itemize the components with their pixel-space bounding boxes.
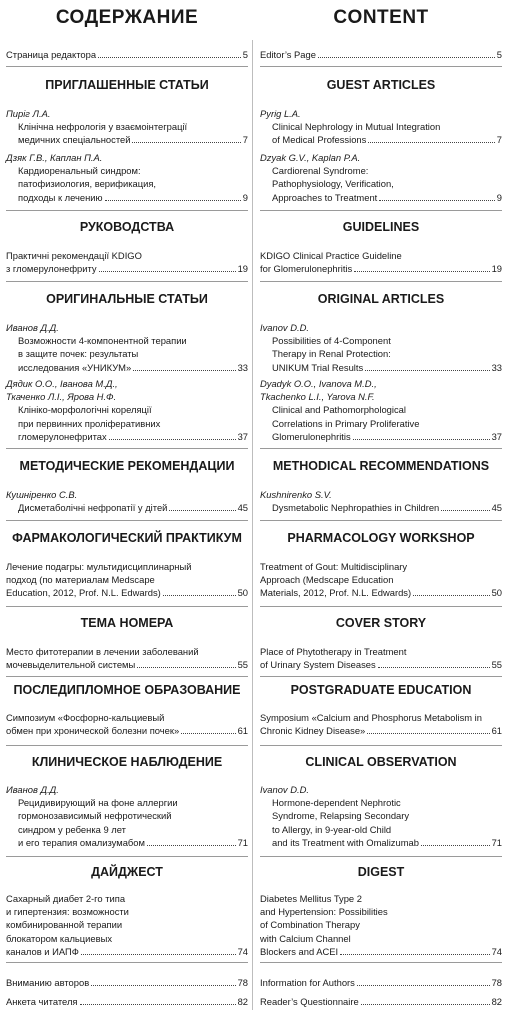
entry-title-line: Possibilities of 4-Component <box>272 335 391 347</box>
entry-title-line: и его терапия омализумабом <box>18 836 145 848</box>
section-heading-guest: GUEST ARTICLES <box>326 78 436 92</box>
entry-title-line: Approaches to Treatment <box>272 191 378 203</box>
section-heading-original: ORIGINAL ARTICLES <box>317 292 445 306</box>
entry-title-line: Дисметаболічні нефропатії у дітей <box>18 502 168 514</box>
entry-title-line: Практичні рекомендації KDIGO <box>6 250 142 261</box>
separator <box>6 962 248 963</box>
separator <box>260 606 502 607</box>
entry-title-line: при первинних проліферативних <box>18 417 161 429</box>
separator <box>260 856 502 857</box>
page-number: 33 <box>237 361 248 373</box>
entry-title-line: исследования «УНИКУМ» <box>18 361 132 373</box>
entry-title-line: мочевыделительной системы <box>6 659 136 671</box>
section-heading-postgrad: POSTGRADUATE EDUCATION <box>290 683 472 697</box>
entry-title-line: to Allergy, in 9-year-old Child <box>272 823 392 835</box>
toc-entry-digest-1[interactable] <box>6 892 248 958</box>
entry-title-line: UNIKUM Trial Results <box>272 361 364 373</box>
toc-entry-guidelines-1[interactable] <box>260 249 502 275</box>
entry-title-line: of Medical Professions <box>272 134 367 146</box>
column-divider <box>252 40 253 1010</box>
page-number: 61 <box>237 725 248 737</box>
entry-title-line: Dysmetabolic Nephropathies in Children <box>272 502 440 514</box>
entry-title-line: Clinical Nephrology in Mutual Integration <box>272 121 441 133</box>
page-number: 9 <box>242 191 248 203</box>
page-number: 61 <box>491 725 502 737</box>
page-number: 45 <box>237 502 248 514</box>
entry-title-line: Hormone-dependent Nephrotic <box>272 797 401 809</box>
section-heading-digest: ДАЙДЖЕСТ <box>91 865 163 879</box>
toc-entry-method-1[interactable] <box>260 488 502 514</box>
entry-author: Dyadyk O.O., Ivanova M.D., <box>260 378 377 389</box>
entry-title-line: Симпозиум «Фосфорно-кальциевый <box>6 712 165 723</box>
entry-title-line: Place of Phytotherapy in Treatment <box>260 646 407 657</box>
toc-entry-original-2[interactable] <box>6 377 248 443</box>
entry-author: Ткаченко Л.І., Ярова Н.Ф. <box>6 391 117 403</box>
toc-entry-questionnaire[interactable] <box>260 995 502 1008</box>
toc-entry-postgrad-1[interactable] <box>6 711 248 737</box>
page-number: 71 <box>237 836 248 848</box>
entry-title-line: Рецидивирующий на фоне аллергии <box>18 797 178 809</box>
entry-title-line: Symposium «Calcium and Phosphorus Metabolism in <box>260 712 482 723</box>
toc-entry-digest-1[interactable] <box>260 892 502 958</box>
entry-title-line: and its Treatment with Omalizumab <box>272 836 419 848</box>
entry-title-line: медичних спеціальностей <box>18 134 131 146</box>
entry-title-line: Место фитотерапии в лечении заболеваний <box>6 646 199 657</box>
entry-title-line: Pathophysiology, Verification, <box>272 178 394 190</box>
toc-entry-pharm-1[interactable] <box>260 560 502 600</box>
entry-author: Дзяк Г.В., Каплан П.А. <box>6 152 103 163</box>
separator <box>260 448 502 449</box>
entry-title-line: з гломерулонефриту <box>6 263 97 275</box>
toc-entry-original-1[interactable] <box>6 321 248 374</box>
entry-title-line: и гипертензия: возможности <box>6 906 129 918</box>
page-number: 71 <box>491 836 502 848</box>
entry-title-line: блокатором кальциевых <box>6 932 113 944</box>
entry-title-line: патофизиология, верификация, <box>18 178 157 190</box>
page-number: 78 <box>491 977 502 988</box>
section-heading-method: METHODICAL RECOMMENDATIONS <box>272 459 490 473</box>
toc-column-russian <box>6 0 248 1015</box>
entry-title-line: Clinical and Pathomorphological <box>272 404 406 416</box>
page-number: 45 <box>491 502 502 514</box>
entry-title-line: Клінічна нефрологія у взаємоінтеграції <box>18 121 188 133</box>
page-number: 37 <box>491 430 502 442</box>
entry-title-line: Кардиоренальный синдром: <box>18 165 141 177</box>
page-number: 82 <box>491 996 502 1007</box>
entry-title-line: каналов и ИАПФ <box>6 945 79 957</box>
entry-title-line: Cardiorenal Syndrome: <box>272 165 369 177</box>
section-heading-cover: COVER STORY <box>335 616 427 630</box>
toc-entry-guest-2[interactable] <box>6 151 248 204</box>
section-heading-postgrad: ПОСЛЕДИПЛОМНОЕ ОБРАЗОВАНИЕ <box>13 683 241 697</box>
toc-entry-cover-1[interactable] <box>6 645 248 671</box>
entry-title-line: гломерулонефритах <box>18 430 107 442</box>
separator <box>260 66 502 67</box>
separator <box>6 856 248 857</box>
entry-title-line: Materials, 2012, Prof. N.L. Edwards) <box>260 587 412 599</box>
entry-title-line: Возможности 4-компонентной терапии <box>18 335 187 347</box>
section-heading-method: МЕТОДИЧЕСКИЕ РЕКОМЕНДАЦИИ <box>19 459 235 473</box>
entry-author: Kushnirenko S.V. <box>260 489 332 500</box>
toc-entry-cover-1[interactable] <box>260 645 502 671</box>
entry-title-line: Diabetes Mellitus Type 2 <box>260 893 362 904</box>
toc-entry-guest-1[interactable] <box>260 107 502 147</box>
entry-author: Dzyak G.V., Kaplan P.A. <box>260 152 361 163</box>
page-number: 19 <box>491 263 502 275</box>
entry-title: Editor’s Page <box>260 49 316 60</box>
toc-entry-editor[interactable] <box>6 48 248 61</box>
entry-title-line: подход (по материалам Medscape <box>6 574 155 586</box>
entry-title-line: синдром у ребенка 9 лет <box>18 823 126 835</box>
entry-title-line: Therapy in Renal Protection: <box>272 348 391 360</box>
entry-title: Страница редактора <box>6 49 97 60</box>
entry-title-line: Glomerulonephritis <box>272 430 351 442</box>
entry-author: Pyrig L.A. <box>260 108 301 119</box>
page-title: CONTENT <box>333 7 429 28</box>
entry-title-line: Correlations in Primary Proliferative <box>272 417 420 429</box>
separator <box>6 520 248 521</box>
toc-entry-clinical-1[interactable] <box>6 783 248 849</box>
entry-author: Иванов Д.Д. <box>6 784 59 795</box>
section-heading-pharm: ФАРМАКОЛОГИЧЕСКИЙ ПРАКТИКУМ <box>12 531 242 545</box>
entry-title-line: подходы к лечению <box>18 191 103 203</box>
toc-entry-clinical-1[interactable] <box>260 783 502 849</box>
page-number: 5 <box>496 49 502 60</box>
section-heading-pharm: PHARMACOLOGY WORKSHOP <box>287 531 475 545</box>
separator <box>6 210 248 211</box>
toc-entry-pharm-1[interactable] <box>6 560 248 600</box>
entry-title-line: for Glomerulonephritis <box>260 263 353 275</box>
page-number: 7 <box>496 134 502 146</box>
entry-author: Ivanov D.D. <box>260 322 309 333</box>
page-title: СОДЕРЖАНИЕ <box>55 7 199 28</box>
entry-title-line: комбинированной терапии <box>6 919 123 931</box>
separator <box>260 520 502 521</box>
page-number: 55 <box>237 659 248 671</box>
page-number: 74 <box>491 945 502 957</box>
section-heading-cover: ТЕМА НОМЕРА <box>80 616 174 630</box>
entry-author: Ivanov D.D. <box>260 784 309 795</box>
toc-entry-guest-2[interactable] <box>260 151 502 204</box>
entry-title-line: and Hypertension: Possibilities <box>260 906 388 918</box>
entry-title-line: Blockers and ACEI <box>260 945 339 957</box>
separator <box>260 745 502 746</box>
entry-title-line: гормонозависимый нефротический <box>18 810 172 822</box>
separator <box>6 66 248 67</box>
toc-column-english <box>260 0 502 1015</box>
section-heading-original: ОРИГИНАЛЬНЫЕ СТАТЬИ <box>46 292 208 306</box>
page-number: 37 <box>237 430 248 442</box>
toc-entry-guest-1[interactable] <box>6 107 248 147</box>
entry-author: Tkachenko L.I., Yarova N.F. <box>260 391 375 403</box>
entry-title-line: Syndrome, Relapsing Secondary <box>272 810 410 822</box>
separator <box>6 745 248 746</box>
toc-entry-authors[interactable] <box>6 976 248 989</box>
section-heading-clinical: CLINICAL OBSERVATION <box>305 755 457 769</box>
page-number: 78 <box>237 977 248 988</box>
separator <box>6 676 248 677</box>
separator <box>260 210 502 211</box>
entry-author: Кушніренко С.В. <box>6 489 78 500</box>
section-heading-guest: ПРИГЛАШЕННЫЕ СТАТЬИ <box>45 78 209 92</box>
section-heading-guidelines: РУКОВОДСТВА <box>79 220 175 234</box>
entry-title-line: Chronic Kidney Disease» <box>260 725 366 737</box>
toc-entry-guidelines-1[interactable] <box>6 249 248 275</box>
entry-title-line: of Combination Therapy <box>260 919 360 931</box>
toc-entry-questionnaire[interactable] <box>6 995 248 1008</box>
entry-title-line: в защите почек: результаты <box>18 348 139 360</box>
entry-title-line: Лечение подагры: мультидисциплинарный <box>6 561 192 572</box>
page-number: 5 <box>242 49 248 60</box>
toc-entry-original-1[interactable] <box>260 321 502 374</box>
page-number: 7 <box>242 134 248 146</box>
separator <box>6 281 248 282</box>
entry-title-line: Клініко-морфологічні кореляції <box>18 404 152 416</box>
separator <box>6 448 248 449</box>
entry-title-line: обмен при хронической болезни почек» <box>6 725 180 737</box>
entry-title-line: Treatment of Gout: Multidisciplinary <box>260 561 408 572</box>
toc-entry-editor[interactable] <box>260 48 502 61</box>
section-heading-clinical: КЛИНИЧЕСКОЕ НАБЛЮДЕНИЕ <box>31 755 223 769</box>
page-number: 50 <box>237 587 248 599</box>
entry-title-line: of Urinary System Diseases <box>260 659 376 671</box>
separator <box>260 281 502 282</box>
section-heading-digest: DIGEST <box>357 865 405 879</box>
entry-title-line: Education, 2012, Prof. N.L. Edwards) <box>6 587 161 599</box>
entry-title-line: Approach (Medscape Education <box>260 574 394 586</box>
separator <box>260 676 502 677</box>
entry-title-line: Сахарный диабет 2-го типа <box>6 893 126 904</box>
entry-author: Иванов Д.Д. <box>6 322 59 333</box>
page-number: 19 <box>237 263 248 275</box>
section-heading-guidelines: GUIDELINES <box>342 220 420 234</box>
page-number: 74 <box>237 945 248 957</box>
page-number: 55 <box>491 659 502 671</box>
page-number: 9 <box>496 191 502 203</box>
entry-title: Вниманию авторов <box>6 977 90 988</box>
entry-title: Анкета читателя <box>6 996 78 1007</box>
separator <box>260 962 502 963</box>
toc-entry-postgrad-1[interactable] <box>260 711 502 737</box>
toc-entry-authors[interactable] <box>260 976 502 989</box>
page-number: 33 <box>491 361 502 373</box>
entry-title-line: with Calcium Channel <box>260 932 351 944</box>
entry-author: Дядик О.О., Іванова М.Д., <box>6 378 118 389</box>
entry-title: Information for Authors <box>260 977 355 988</box>
separator <box>6 606 248 607</box>
entry-title: Reader’s Questionnaire <box>260 996 359 1007</box>
page-number: 82 <box>237 996 248 1007</box>
entry-title-line: KDIGO Clinical Practice Guideline <box>260 250 402 261</box>
toc-entry-original-2[interactable] <box>260 377 502 443</box>
toc-entry-method-1[interactable] <box>6 488 248 514</box>
page-number: 50 <box>491 587 502 599</box>
entry-author: Пиріг Л.А. <box>6 108 51 119</box>
